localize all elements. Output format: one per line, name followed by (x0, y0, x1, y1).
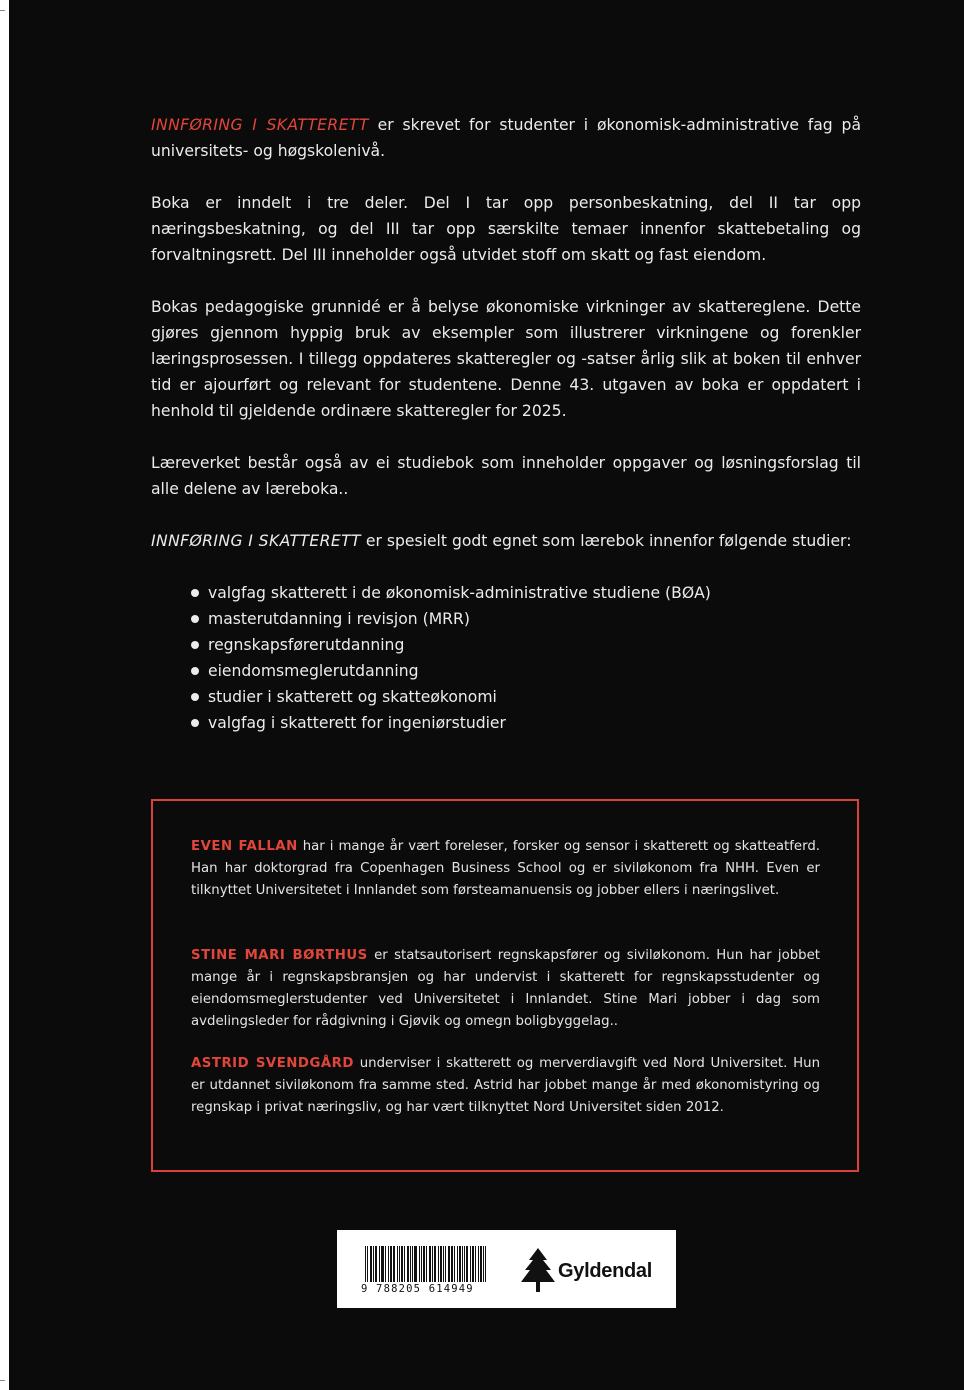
bullet-icon (191, 693, 199, 701)
author-name: ASTRID SVENDGÅRD (191, 1056, 354, 1071)
intro-p2-text: Boka er inndelt i tre deler. Del I tar opp personbeskatning, del II tar opp næringsbeskatning, og del III tar opp særskilte temaer innenfor skattebetaling og forvaltningsrett. Del III inneholder også utvidet stoff om skatt og fast eiendom. (151, 194, 861, 264)
barcode-icon (365, 1246, 488, 1282)
list-item-text: valgfag i skatterett for ingeniørstudier (208, 714, 506, 732)
intro-p3-text: Bokas pedagogiske grunnidé er å belyse økonomiske virkninger av skattereglene. Dette gjøres gjennom hyppig bruk av eksempler som illustrerer virkningene og forenkler læringsprosessen. I tillegg oppdateres skatteregler og -satser årlig slik at boken til enhver tid er ajourført og relevant for studentene. Denne 43. utgaven av boka er oppdatert i henhold til gjeldende ordinære skatteregler for 2025. (151, 298, 861, 420)
author-bio-text: har i mange år vært foreleser, forsker og sensor i skatterett og skatteatferd. Han har doktorgrad fra Copenhagen Business School og er siviløkonom fra NHH. Even er tilknyttet Universitetet i Innlandet som førsteamanuensis og jobber ellers i næringslivet. (191, 839, 820, 898)
author-bio-text: er statsautorisert regnskapsfører og siviløkonom. Hun har jobbet mange år i regnskapsbransjen og har undervist i skatterett for regnskapsstudenter og eiendomsmeglerstudenter ved Universitetet i Innlandet. Stine Mari jobber i dag som avdelingsleder for rådgivning i Gjøvik og omegn boligbyggelag.. (191, 948, 820, 1029)
author-bio-1 (191, 836, 820, 902)
bullet-icon (191, 615, 199, 623)
bullet-icon (191, 641, 199, 649)
publisher-logo-text: Gyldendal (558, 1260, 652, 1282)
list-item-text: regnskapsførerutdanning (208, 636, 405, 654)
bullet-icon (191, 719, 199, 727)
list-item (191, 710, 791, 736)
isbn-digits: 9 788205 614949 (361, 1283, 474, 1295)
bullet-icon (191, 667, 199, 675)
list-item (191, 658, 791, 684)
author-bio-2 (191, 945, 820, 1033)
list-item-text: masterutdanning i revisjon (MRR) (208, 610, 470, 628)
list-item (191, 606, 791, 632)
list-item-text: eiendomsmeglerutdanning (208, 662, 419, 680)
intro-p1-text: er skrevet for studenter i økonomisk-administrative fag på universitets- og høgskolenivå. (151, 116, 861, 160)
book-title-white: INNFØRING I SKATTERETT (151, 532, 361, 550)
bullet-icon (191, 589, 199, 597)
author-bio-3 (191, 1053, 820, 1119)
barcode-panel (337, 1230, 676, 1308)
author-name: EVEN FALLAN (191, 839, 298, 854)
intro-paragraph-2 (151, 190, 861, 268)
crop-mark-top (0, 10, 5, 11)
list-item-text: studier i skatterett og skatteøkonomi (208, 688, 497, 706)
author-bio-text: underviser i skatterett og merverdiavgift ved Nord Universitet. Hun er utdannet siviløkonom fra samme sted. Astrid har jobbet mange år med økonomistyring og regnskap i privat næringsliv, og har vært tilknyttet Nord Universitet siden 2012. (191, 1056, 820, 1115)
studies-list (191, 580, 791, 736)
list-item (191, 632, 791, 658)
intro-paragraph-1 (151, 112, 861, 164)
list-item-text: valgfag skatterett i de økonomisk-administrative studiene (BØA) (208, 584, 711, 602)
intro-paragraph-5 (151, 528, 861, 554)
intro-p5-text: er spesielt godt egnet som lærebok innenfor følgende studier: (360, 532, 852, 550)
author-name: STINE MARI BØRTHUS (191, 948, 368, 963)
list-item (191, 580, 791, 606)
intro-p4-text: Læreverket består også av ei studiebok som inneholder oppgaver og løsningsforslag til alle delene av læreboka.. (151, 454, 861, 498)
intro-paragraph-3 (151, 294, 861, 424)
crop-mark-bottom (0, 1380, 5, 1381)
fir-tree-icon (520, 1248, 556, 1292)
list-item (191, 684, 791, 710)
intro-paragraph-4 (151, 450, 861, 502)
book-title-red: INNFØRING I SKATTERETT (151, 116, 369, 134)
